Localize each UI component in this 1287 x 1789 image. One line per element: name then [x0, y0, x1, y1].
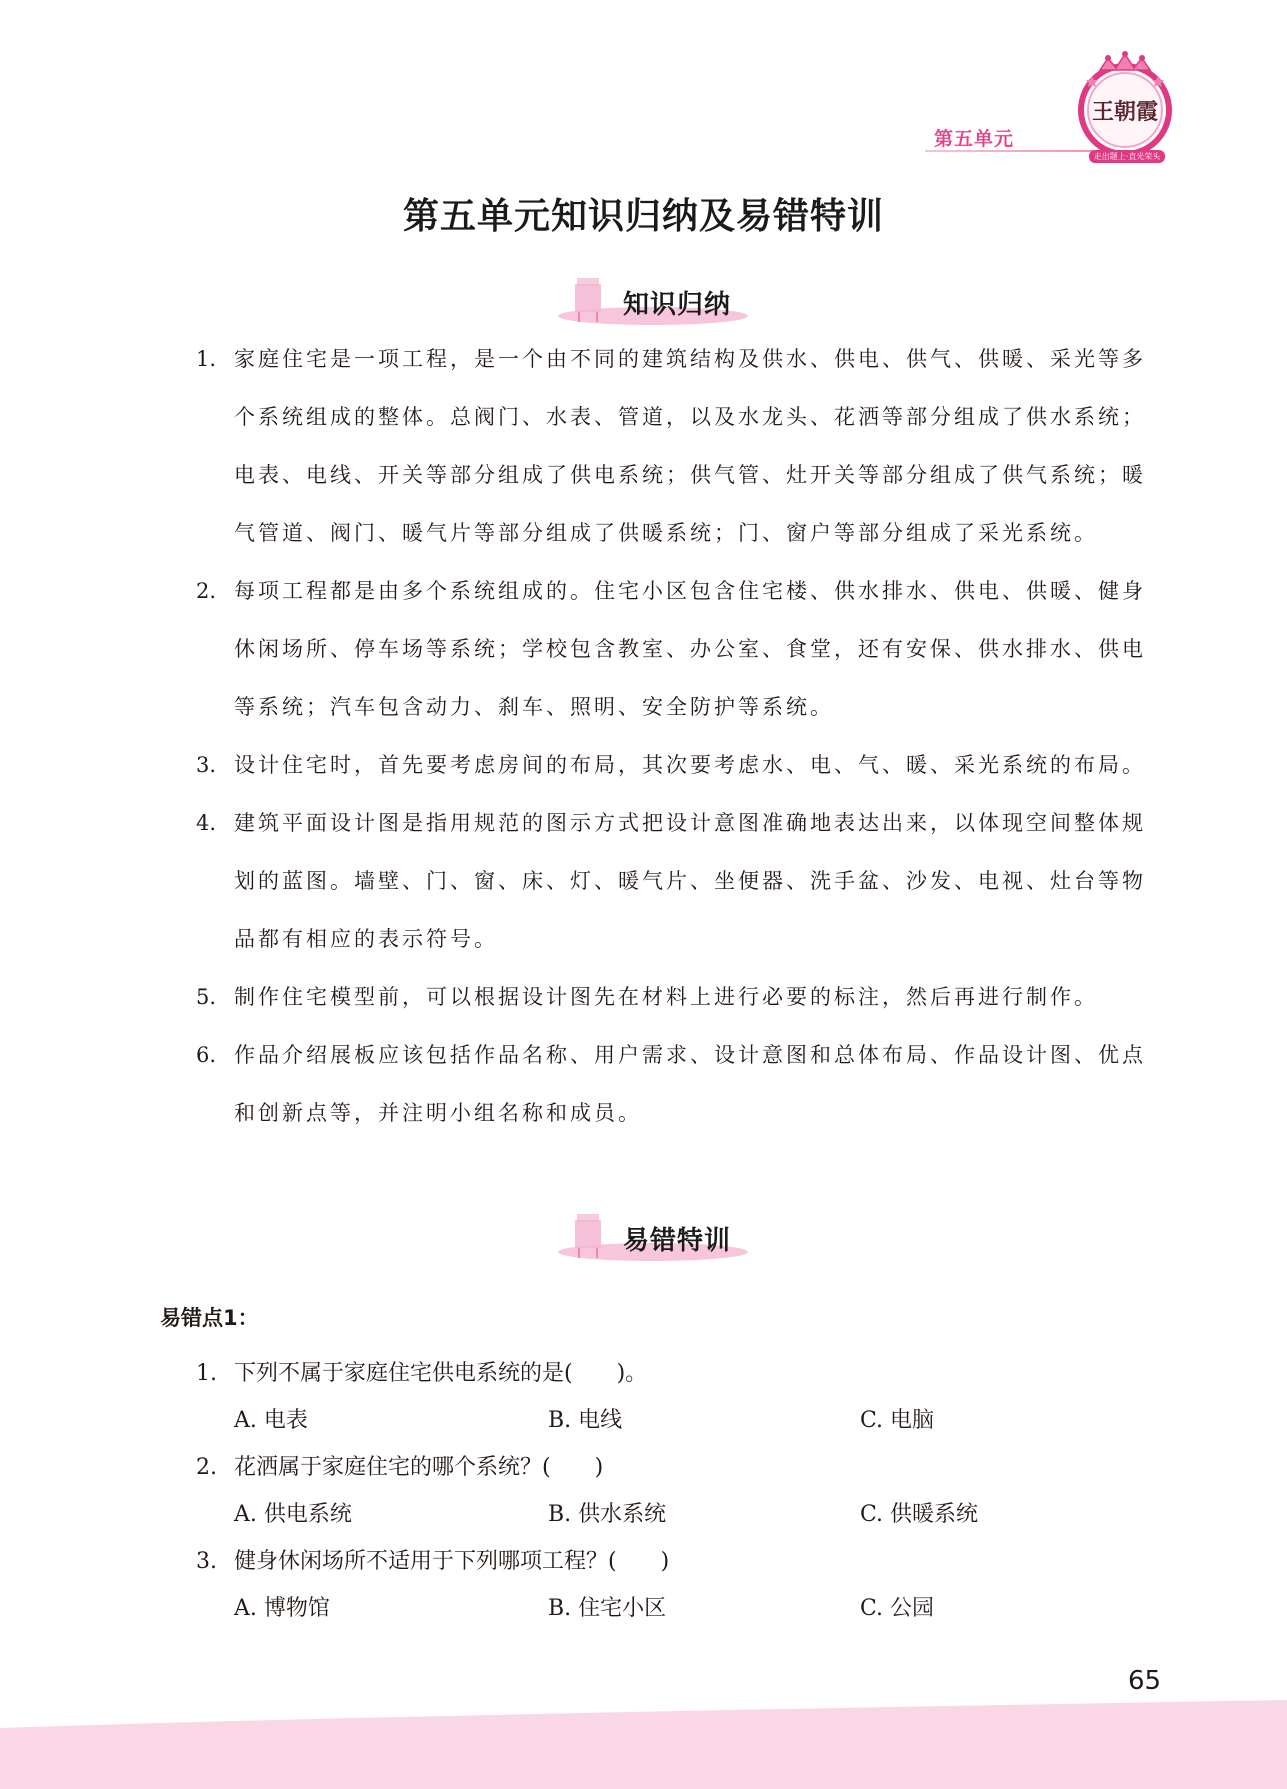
option-c[interactable]: C. 电脑: [860, 1408, 935, 1433]
knowledge-list: [196, 330, 1161, 1142]
knowledge-item-text: 每项工程都是由多个系统组成的。住宅小区包含住宅楼、供水排水、供电、供暖、健身休闲场所、停车场等系统；学校包含教室、办公室、食堂，还有安保、供水排水、供电等系统；汽车包含动力、刹车、照明、安全防护等系统。: [234, 579, 1146, 719]
section-header-knowledge: [553, 272, 753, 332]
knowledge-item-text: 建筑平面设计图是指用规范的图示方式把设计意图准确地表达出来，以体现空间整体规划的蓝图。墙壁、门、窗、床、灯、暖气片、坐便器、洗手盆、沙发、电视、灶台等物品都有相应的表示符号。: [234, 811, 1146, 951]
knowledge-item-number: 5.: [196, 985, 217, 1009]
section-header-errors: [553, 1208, 753, 1268]
option-a[interactable]: A. 供电系统: [234, 1502, 352, 1527]
knowledge-item: [196, 794, 1161, 968]
option-a[interactable]: A. 博物馆: [234, 1596, 330, 1621]
question-number: 3.: [196, 1549, 217, 1574]
option-c[interactable]: C. 供暖系统: [860, 1502, 979, 1527]
question-options: [196, 1397, 1161, 1444]
question-number: 1.: [196, 1361, 217, 1386]
header-unit-label: 第五单元: [934, 128, 1015, 150]
knowledge-item-number: 3.: [196, 753, 217, 777]
knowledge-item-number: 1.: [196, 347, 217, 371]
option-b[interactable]: B. 供水系统: [548, 1502, 667, 1527]
knowledge-item-text: 作品介绍展板应该包括作品名称、用户需求、设计意图和总体布局、作品设计图、优点和创新点等，并注明小组名称和成员。: [234, 1043, 1146, 1125]
knowledge-item: [196, 562, 1161, 736]
question-text: 健身休闲场所不适用于下列哪项工程？( ): [234, 1549, 670, 1574]
question-list: [196, 1350, 1161, 1632]
knowledge-item-number: 6.: [196, 1043, 217, 1067]
question-options: [196, 1491, 1161, 1538]
logo-slogan: 走出题上·直光荣头: [1089, 150, 1165, 163]
knowledge-item-text: 制作住宅模型前，可以根据设计图先在材料上进行必要的标注，然后再进行制作。: [234, 985, 1098, 1009]
bottom-decor-band: [0, 1700, 1287, 1789]
page-number: 65: [1128, 1666, 1162, 1696]
question-number: 2.: [196, 1455, 217, 1480]
option-b[interactable]: B. 住宅小区: [548, 1596, 667, 1621]
question-item: [196, 1538, 1161, 1585]
option-a[interactable]: A. 电表: [234, 1408, 308, 1433]
logo-brand-name: 王朝霞: [1091, 99, 1158, 125]
question-text: 花洒属于家庭住宅的哪个系统？( ): [234, 1455, 604, 1480]
knowledge-item: [196, 330, 1161, 562]
section-title-errors: 易错特训: [623, 1226, 732, 1256]
knowledge-item-text: 家庭住宅是一项工程，是一个由不同的建筑结构及供水、供电、供气、供暖、采光等多个系统组成的整体。总阀门、水表、管道，以及水龙头、花洒等部分组成了供水系统；电表、电线、开关等部分组成了供电系统；供气管、灶开关等部分组成了供气系统；暖气管道、阀门、暖气片等部分组成了供暖系统；门、窗户等部分组成了采光系统。: [234, 347, 1146, 545]
knowledge-item: [196, 968, 1161, 1026]
option-b[interactable]: B. 电线: [548, 1408, 623, 1433]
error-point-label: 易错点1：: [160, 1306, 259, 1330]
page-title: 第五单元知识归纳及易错特训: [402, 196, 884, 237]
option-c[interactable]: C. 公园: [860, 1596, 935, 1621]
question-options: [196, 1585, 1161, 1632]
knowledge-item-text: 设计住宅时，首先要考虑房间的布局，其次要考虑水、电、气、暖、采光系统的布局。: [234, 753, 1146, 777]
question-item: [196, 1350, 1161, 1397]
knowledge-item-number: 2.: [196, 579, 217, 603]
question-text: 下列不属于家庭住宅供电系统的是( )。: [234, 1361, 648, 1386]
knowledge-item-number: 4.: [196, 811, 217, 835]
knowledge-item: [196, 736, 1161, 794]
section-title-knowledge: 知识归纳: [623, 290, 732, 320]
knowledge-item: [196, 1026, 1161, 1142]
question-item: [196, 1444, 1161, 1491]
